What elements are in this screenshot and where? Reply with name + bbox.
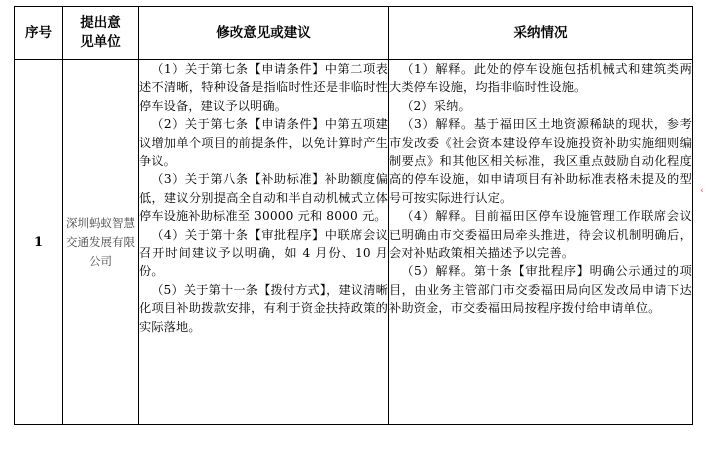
opinion-item: （4）关于第十条【审批程序】中联席会议召开时间建议予以明确，如 4 月份、10 月份。 [139, 227, 388, 279]
header-result: 采纳情况 [389, 7, 693, 60]
header-no: 序号 [15, 7, 63, 60]
opinion-item: （5）关于第十一条【拨付方式】，建议清晰化项目补助拨款安排，有利于资金扶持政策的实际落地。 [139, 282, 388, 334]
edge-mark-icon: ‹ [700, 186, 704, 196]
result-item: （4）解释。目前福田区停车设施管理工作联席会议已明确由市交委福田局牵头推进，待会议机制明确后，会对补贴政策相关描述予以完善。 [389, 209, 692, 261]
table-row [15, 60, 693, 425]
opinion-item: （1）关于第七条【申请条件】中第二项表述不清晰，特种设备是指临时性还是非临时性停车设备，建议予以明确。 [139, 62, 388, 113]
result-item: （2）采纳。 [401, 98, 471, 113]
opinion-item: （3）关于第八条【补助标准】补助额度偏低，建议分别提高全自动和半自动机械式立体停车设施补助标准至 30000 元和 8000 元。 [139, 172, 388, 224]
result-item: （5）解释。第十条【审批程序】明确公示通过的项目，由业务主管部门市交委福田局向区发改局申请下达补助资金，市交委福田局按程序拨付给申请单位。 [389, 264, 692, 316]
result-item: （3）解释。基于福田区土地资源稀缺的现状，参考市发改委《社会资本建设停车设施投资补助实施细则编制要点》和其他区相关标准，我区重点鼓励自动化程度高的停车设施，如申请项目有补助标准表格未提及的型号可按实际进行认定。 [389, 117, 692, 205]
header-opinion: 修改意见或建议 [139, 7, 389, 60]
opinion-item: （2）关于第七条【申请条件】中第五项建议增加单个项目的前提条件，以免计算时产生争议。 [139, 117, 388, 169]
header-row [15, 7, 693, 60]
result-cell [389, 60, 693, 425]
row-unit: 深圳蚂蚁智慧交通发展有限公司 [63, 60, 139, 425]
opinion-cell [139, 60, 389, 425]
result-item: （1）解释。此处的停车设施包括机械式和建筑类两大类停车设施，均指非临时性设施。 [389, 62, 692, 95]
feedback-table [14, 6, 693, 425]
row-number: 1 [15, 60, 63, 425]
header-unit [63, 7, 139, 60]
header-unit-label: 提出意见单位 [80, 15, 121, 50]
